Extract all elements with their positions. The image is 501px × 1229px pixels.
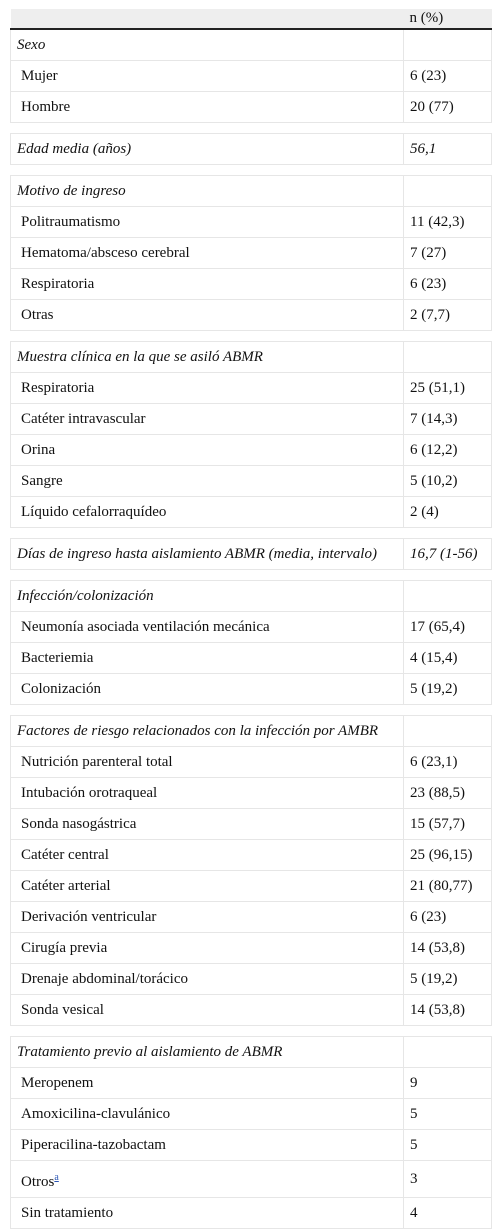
footnote-marker bbox=[54, 1169, 58, 1183]
spacer-cell bbox=[11, 705, 492, 716]
table-row bbox=[11, 778, 492, 809]
table-row bbox=[11, 933, 492, 964]
row-label bbox=[11, 1130, 404, 1161]
table-row bbox=[11, 92, 492, 123]
section-label bbox=[11, 539, 404, 570]
row-value: 5 bbox=[404, 1099, 492, 1130]
label-text: Días de ingreso hasta aislamiento ABMR (media, intervalo) bbox=[17, 546, 377, 562]
spacer-row bbox=[11, 123, 492, 134]
section-row bbox=[11, 716, 492, 747]
table-row bbox=[11, 435, 492, 466]
table-header bbox=[11, 9, 492, 29]
row-value: 56,1 bbox=[404, 134, 492, 165]
table-row bbox=[11, 61, 492, 92]
section-label bbox=[11, 581, 404, 612]
section-row bbox=[11, 134, 492, 165]
label-text: Sonda vesical bbox=[21, 1002, 104, 1018]
label-text: Sangre bbox=[21, 473, 63, 489]
table-row bbox=[11, 238, 492, 269]
header-label-column bbox=[11, 9, 404, 29]
spacer-row bbox=[11, 331, 492, 342]
label-text: Respiratoria bbox=[21, 380, 95, 396]
row-value: 5 (19,2) bbox=[404, 964, 492, 995]
table-row bbox=[11, 466, 492, 497]
table-row bbox=[11, 373, 492, 404]
row-value: 6 (12,2) bbox=[404, 435, 492, 466]
row-value bbox=[404, 342, 492, 373]
row-value: 4 bbox=[404, 1198, 492, 1229]
spacer-cell bbox=[11, 331, 492, 342]
row-value: 2 (7,7) bbox=[404, 300, 492, 331]
section-row bbox=[11, 539, 492, 570]
row-value bbox=[404, 581, 492, 612]
table-row bbox=[11, 964, 492, 995]
row-label bbox=[11, 269, 404, 300]
spacer-cell bbox=[11, 165, 492, 176]
table-row bbox=[11, 497, 492, 528]
row-value: 6 (23) bbox=[404, 902, 492, 933]
row-value: 16,7 (1-56) bbox=[404, 539, 492, 570]
row-value: 11 (42,3) bbox=[404, 207, 492, 238]
table-row bbox=[11, 809, 492, 840]
label-text: Catéter arterial bbox=[21, 878, 111, 894]
spacer-cell bbox=[11, 123, 492, 134]
row-value: 6 (23) bbox=[404, 269, 492, 300]
label-text: Amoxicilina-clavulánico bbox=[21, 1106, 171, 1122]
section-row bbox=[11, 29, 492, 61]
row-label bbox=[11, 840, 404, 871]
section-label bbox=[11, 1037, 404, 1068]
row-value: 23 (88,5) bbox=[404, 778, 492, 809]
label-text: Piperacilina-tazobactam bbox=[21, 1137, 166, 1153]
row-label bbox=[11, 871, 404, 902]
label-text: Sin tratamiento bbox=[21, 1205, 114, 1221]
row-label bbox=[11, 643, 404, 674]
table-row bbox=[11, 840, 492, 871]
row-label bbox=[11, 1068, 404, 1099]
row-label bbox=[11, 373, 404, 404]
row-label bbox=[11, 435, 404, 466]
table-row bbox=[11, 1130, 492, 1161]
label-text: Colonización bbox=[21, 681, 101, 697]
table-row bbox=[11, 1198, 492, 1229]
footnote-link[interactable]: a bbox=[54, 1172, 59, 1183]
row-label bbox=[11, 92, 404, 123]
table-row bbox=[11, 902, 492, 933]
row-label bbox=[11, 1161, 404, 1198]
row-label bbox=[11, 1099, 404, 1130]
label-text: Meropenem bbox=[21, 1075, 94, 1091]
table-row bbox=[11, 643, 492, 674]
section-row bbox=[11, 1037, 492, 1068]
label-text: Derivación ventricular bbox=[21, 909, 157, 925]
row-value: 5 (10,2) bbox=[404, 466, 492, 497]
label-text: Neumonía asociada ventilación mecánica bbox=[21, 619, 270, 635]
row-value: 7 (27) bbox=[404, 238, 492, 269]
row-value: 3 bbox=[404, 1161, 492, 1198]
row-label bbox=[11, 809, 404, 840]
row-value: 5 bbox=[404, 1130, 492, 1161]
spacer-row bbox=[11, 570, 492, 581]
table-row bbox=[11, 300, 492, 331]
row-value: 25 (51,1) bbox=[404, 373, 492, 404]
row-label bbox=[11, 466, 404, 497]
row-value: 7 (14,3) bbox=[404, 404, 492, 435]
table-row bbox=[11, 1099, 492, 1130]
label-text: Líquido cefalorraquídeo bbox=[21, 504, 167, 520]
table-wrapper bbox=[10, 9, 491, 1229]
label-text: Respiratoria bbox=[21, 276, 95, 292]
label-text: Otros bbox=[21, 1174, 55, 1190]
row-label bbox=[11, 964, 404, 995]
label-text: Cirugía previa bbox=[21, 940, 108, 956]
table-row bbox=[11, 269, 492, 300]
section-label bbox=[11, 716, 404, 747]
table-row bbox=[11, 612, 492, 643]
label-text: Sexo bbox=[17, 37, 46, 53]
row-label bbox=[11, 674, 404, 705]
spacer-cell bbox=[11, 1026, 492, 1037]
label-text: Otras bbox=[21, 307, 54, 323]
label-text: Intubación orotraqueal bbox=[21, 785, 158, 801]
spacer-cell bbox=[11, 528, 492, 539]
label-text: Bacteriemia bbox=[21, 650, 94, 666]
row-value: 4 (15,4) bbox=[404, 643, 492, 674]
row-value: 15 (57,7) bbox=[404, 809, 492, 840]
label-text: Mujer bbox=[21, 68, 58, 84]
table-row bbox=[11, 404, 492, 435]
row-value bbox=[404, 176, 492, 207]
row-label bbox=[11, 933, 404, 964]
section-label bbox=[11, 342, 404, 373]
table-row bbox=[11, 207, 492, 238]
row-label bbox=[11, 612, 404, 643]
row-label bbox=[11, 747, 404, 778]
row-value: 14 (53,8) bbox=[404, 933, 492, 964]
table-row bbox=[11, 1068, 492, 1099]
row-label bbox=[11, 1198, 404, 1229]
section-label bbox=[11, 29, 404, 61]
label-text: Catéter intravascular bbox=[21, 411, 146, 427]
row-value: 5 (19,2) bbox=[404, 674, 492, 705]
label-text: Edad media (años) bbox=[17, 141, 132, 157]
row-value: 17 (65,4) bbox=[404, 612, 492, 643]
spacer-row bbox=[11, 528, 492, 539]
section-label bbox=[11, 176, 404, 207]
row-value: 6 (23) bbox=[404, 61, 492, 92]
row-value bbox=[404, 716, 492, 747]
row-label bbox=[11, 300, 404, 331]
row-label bbox=[11, 61, 404, 92]
section-row bbox=[11, 581, 492, 612]
label-text: Nutrición parenteral total bbox=[21, 754, 173, 770]
row-value bbox=[404, 29, 492, 61]
table-row bbox=[11, 1161, 492, 1198]
row-label bbox=[11, 404, 404, 435]
header-value-column: n (%) bbox=[404, 9, 492, 29]
label-text: Hombre bbox=[21, 99, 71, 115]
section-row bbox=[11, 342, 492, 373]
row-value: 9 bbox=[404, 1068, 492, 1099]
row-value: 25 (96,15) bbox=[404, 840, 492, 871]
table-body bbox=[11, 29, 492, 1229]
spacer-cell bbox=[11, 570, 492, 581]
table-row bbox=[11, 747, 492, 778]
row-value bbox=[404, 1037, 492, 1068]
label-text: Catéter central bbox=[21, 847, 109, 863]
row-label bbox=[11, 238, 404, 269]
spacer-row bbox=[11, 705, 492, 716]
row-value: 6 (23,1) bbox=[404, 747, 492, 778]
table-row bbox=[11, 871, 492, 902]
label-text: Motivo de ingreso bbox=[17, 183, 126, 199]
label-text: Muestra clínica en la que se asiló ABMR bbox=[17, 349, 263, 365]
row-value: 14 (53,8) bbox=[404, 995, 492, 1026]
label-text: Tratamiento previo al aislamiento de ABMR bbox=[17, 1044, 283, 1060]
label-text: Factores de riesgo relacionados con la infección por AMBR bbox=[17, 723, 379, 739]
row-value: 20 (77) bbox=[404, 92, 492, 123]
spacer-row bbox=[11, 165, 492, 176]
table-row bbox=[11, 995, 492, 1026]
row-label bbox=[11, 207, 404, 238]
row-label bbox=[11, 497, 404, 528]
data-table bbox=[10, 9, 492, 1229]
row-value: 2 (4) bbox=[404, 497, 492, 528]
label-text: Orina bbox=[21, 442, 56, 458]
row-label bbox=[11, 995, 404, 1026]
label-text: Sonda nasogástrica bbox=[21, 816, 137, 832]
row-label bbox=[11, 778, 404, 809]
label-text: Infección/colonización bbox=[17, 588, 154, 604]
row-value: 21 (80,77) bbox=[404, 871, 492, 902]
label-text: Politraumatismo bbox=[21, 214, 121, 230]
header-row bbox=[11, 9, 492, 29]
table-row bbox=[11, 674, 492, 705]
row-label bbox=[11, 902, 404, 933]
section-row bbox=[11, 176, 492, 207]
section-label bbox=[11, 134, 404, 165]
spacer-row bbox=[11, 1026, 492, 1037]
label-text: Drenaje abdominal/torácico bbox=[21, 971, 189, 987]
label-text: Hematoma/absceso cerebral bbox=[21, 245, 190, 261]
